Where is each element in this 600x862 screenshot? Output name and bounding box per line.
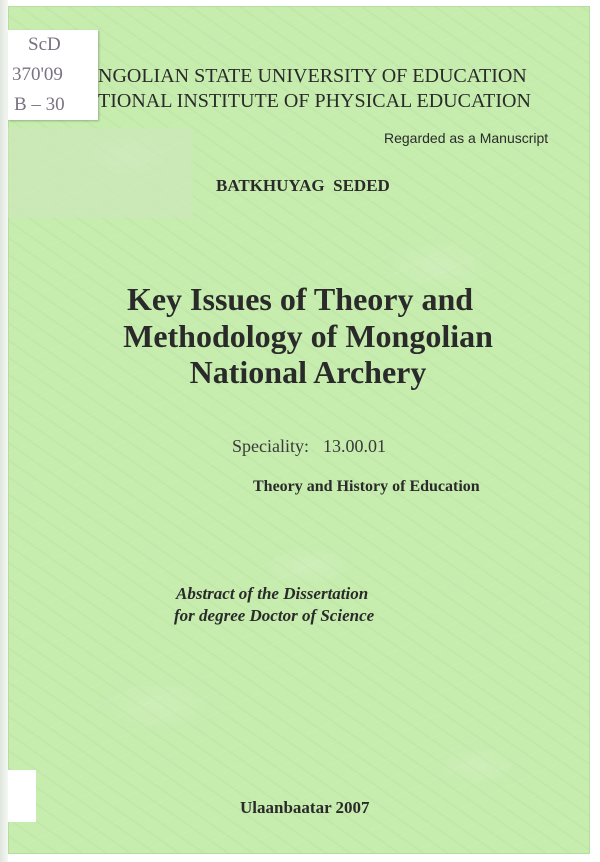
call-number-line-2: 370'09 <box>12 64 63 85</box>
call-number-line-1: ScD <box>28 34 61 55</box>
scan-edge-shadow <box>0 0 8 862</box>
title-line-3: National Archery <box>189 354 427 390</box>
corner-sticker <box>8 770 36 822</box>
call-number-line-3: B – 30 <box>14 94 65 115</box>
speciality-label: Speciality: <box>232 436 309 456</box>
speciality-name: Theory and History of Education <box>253 478 480 495</box>
speciality-code: 13.00.01 <box>323 436 386 456</box>
title-line-1: Key Issues of Theory and <box>126 281 474 317</box>
abstract-line-1: Abstract of the Dissertation <box>176 584 369 603</box>
faded-cover-area <box>8 128 193 218</box>
university-name: NGOLIAN STATE UNIVERSITY OF EDUCATION <box>98 65 527 87</box>
title-line-2: Methodology of Mongolian <box>123 318 493 354</box>
place-and-year: Ulaanbaatar 2007 <box>240 798 370 817</box>
author-name: BATKHUYAG SEDED <box>216 176 390 195</box>
institute-name: TIONAL INSTITUTE OF PHYSICAL EDUCATION <box>98 90 531 112</box>
abstract-line-2: for degree Doctor of Science <box>174 606 375 625</box>
manuscript-note: Regarded as a Manuscript <box>384 130 549 146</box>
